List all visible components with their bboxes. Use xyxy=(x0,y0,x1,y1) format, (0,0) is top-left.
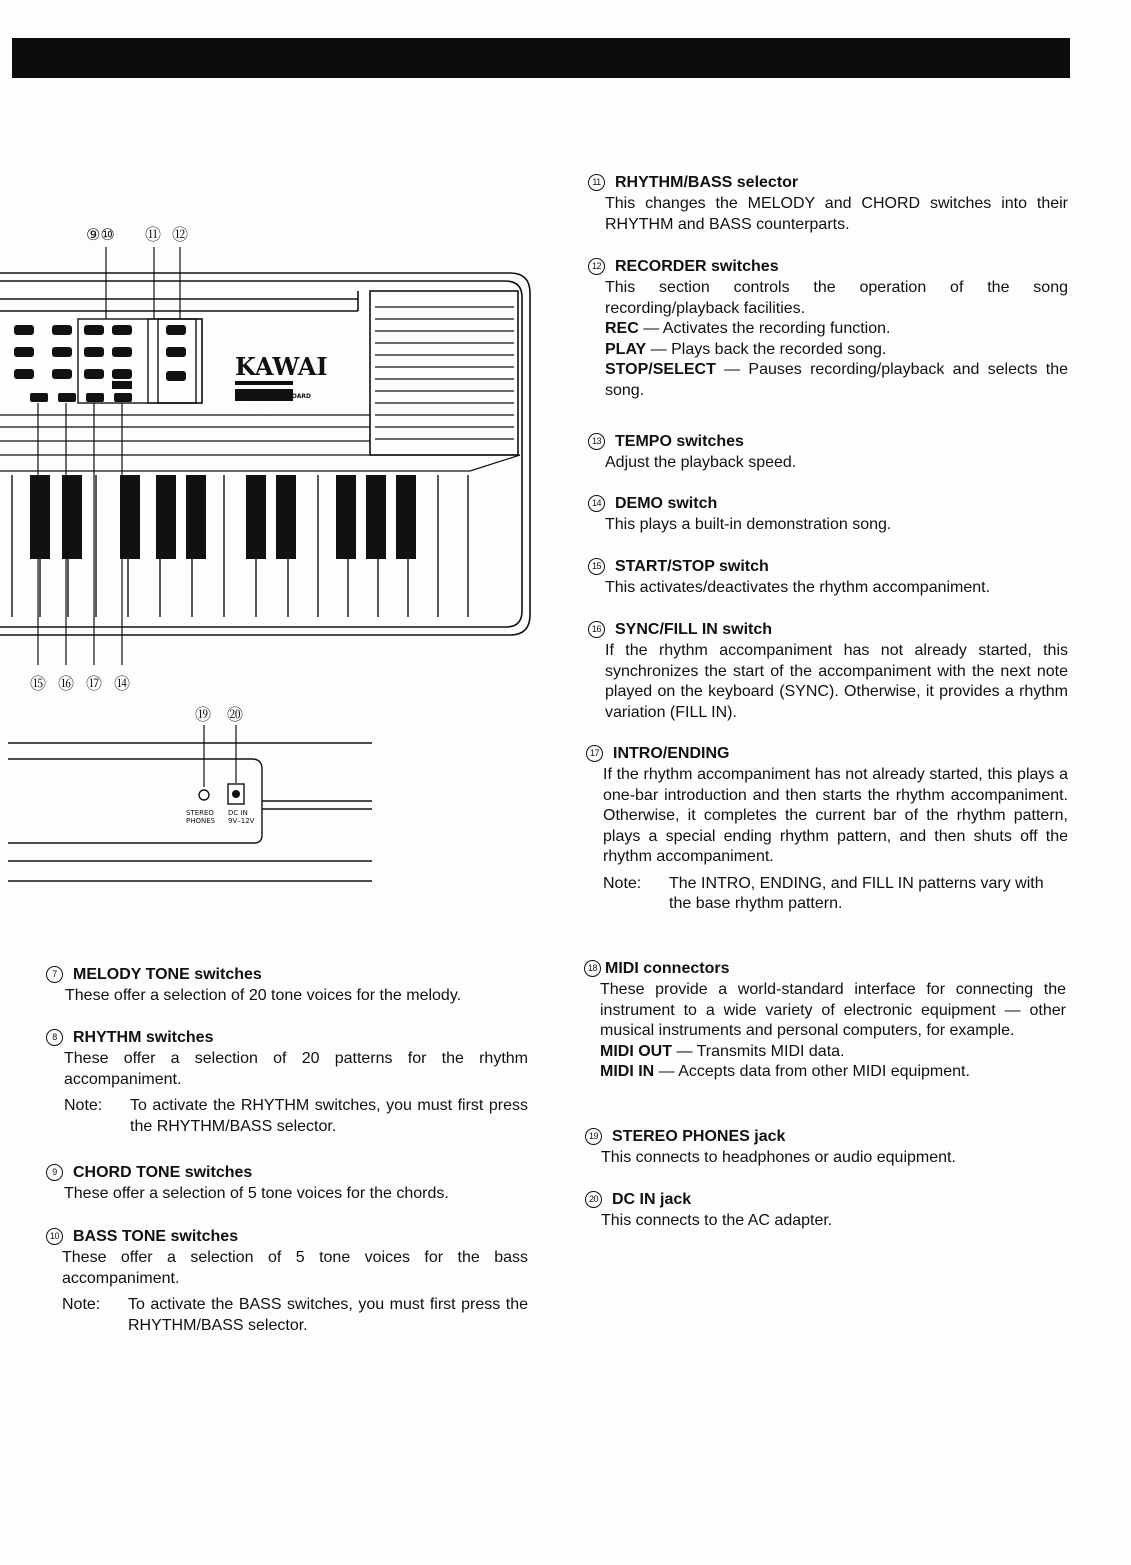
callout-9-10: ⑨⑩ xyxy=(86,225,115,244)
section-recorder-switches xyxy=(588,256,1068,401)
number-badge: 19 xyxy=(585,1128,602,1145)
number-badge: 7 xyxy=(46,966,63,983)
section-body: This activates/deactivates the rhythm accompaniment. xyxy=(605,579,991,596)
number-badge: 11 xyxy=(588,174,605,191)
number-badge: 15 xyxy=(588,558,605,575)
section-title: INTRO/ENDING xyxy=(613,745,730,762)
section-title: DC IN jack xyxy=(612,1191,692,1208)
term-play: PLAY — Plays back the recorded song. xyxy=(605,340,887,358)
section-title: MELODY TONE switches xyxy=(73,966,262,983)
section-dc-in-jack xyxy=(585,1189,1067,1232)
section-sync-fill-in xyxy=(588,619,1068,723)
section-start-stop-switch xyxy=(588,556,1068,599)
section-body: These offer a selection of 5 tone voices for the chords. xyxy=(64,1185,449,1202)
section-bass-tone xyxy=(46,1226,528,1336)
number-badge: 12 xyxy=(588,258,605,275)
number-badge: 18 xyxy=(584,960,601,977)
section-title: RHYTHM switches xyxy=(73,1029,214,1046)
note-label: Note: xyxy=(64,1097,103,1114)
section-stereo-phones-jack xyxy=(585,1126,1067,1169)
section-melody-tone xyxy=(46,964,528,1007)
callout-16: ⑯ xyxy=(58,674,75,693)
callout-12: ⑫ xyxy=(172,225,189,244)
number-badge: 14 xyxy=(588,495,605,512)
keyboard-diagram xyxy=(0,215,560,895)
section-body: These provide a world-standard interface for connecting the instrument to a wide variety of electronic equipment — other musical instruments and personal computers, for example. xyxy=(600,981,1066,1039)
section-title: STEREO PHONES jack xyxy=(612,1128,786,1145)
section-chord-tone xyxy=(46,1162,528,1205)
header-bar xyxy=(12,38,1070,78)
callout-15: ⑮ xyxy=(30,674,47,693)
section-title: RHYTHM/BASS selector xyxy=(615,174,799,191)
section-body: These offer a selection of 20 patterns for the rhythm accompaniment. xyxy=(64,1050,528,1088)
section-body: These offer a selection of 5 tone voices for the bass accompaniment. xyxy=(62,1249,528,1287)
section-title: RECORDER switches xyxy=(615,258,779,275)
number-badge: 10 xyxy=(46,1228,63,1245)
term-rec: REC — Activates the recording function. xyxy=(605,320,891,337)
section-body: If the rhythm accompaniment has not already started, this synchronizes the start of the accompaniment with the next note played on the keyboard (SYNC). Otherwise, it provides a rhythm variation (FILL IN). xyxy=(605,642,1068,721)
note-text: To activate the RHYTHM switches, you must first press the RHYTHM/BASS selector. xyxy=(130,1097,528,1135)
keyboard-subtitle: PERSONAL KEYBOARD xyxy=(236,393,311,400)
section-title: TEMPO switches xyxy=(615,433,744,450)
section-rhythm-switches xyxy=(46,1027,528,1137)
callout-17: ⑰ xyxy=(86,674,103,693)
number-badge: 20 xyxy=(585,1191,602,1208)
section-body: This section controls the operation of the song recording/playback facilities. xyxy=(605,279,1068,317)
note-label: Note: xyxy=(62,1296,101,1313)
section-body: This changes the MELODY and CHORD switches into their RHYTHM and BASS counterparts. xyxy=(605,195,1068,233)
callout-14: ⑭ xyxy=(114,674,131,693)
brand-logo: KAWAI xyxy=(235,352,328,381)
note-label: Note: xyxy=(603,874,642,892)
section-body: This plays a built-in demonstration song. xyxy=(605,516,892,533)
section-body: If the rhythm accompaniment has not already started, this plays a one-bar introduction and then starts the rhythm accompaniment. Otherwise, it completes the current bar of the rhythm pattern, plays a special ending rhythm pattern, and then shuts off the rhythm accompaniment. xyxy=(603,766,1068,865)
callout-19: ⑲ xyxy=(195,705,212,724)
section-demo-switch xyxy=(588,493,1068,536)
term-stop-select: STOP/SELECT — Pauses recording/playback and selects the song. xyxy=(605,361,1068,399)
number-badge: 8 xyxy=(46,1029,63,1046)
term-midi-in: MIDI IN — Accepts data from other MIDI equipment. xyxy=(600,1063,970,1080)
callout-11: ⑪ xyxy=(145,225,162,244)
section-title: BASS TONE switches xyxy=(73,1228,239,1245)
number-badge: 9 xyxy=(46,1164,63,1181)
section-title: START/STOP switch xyxy=(615,558,769,575)
note-text: The INTRO, ENDING, and FILL IN patterns vary with the base rhythm pattern. xyxy=(669,874,1044,912)
section-intro-ending xyxy=(586,743,1068,915)
section-rhythm-bass-selector xyxy=(588,172,1068,235)
section-title: SYNC/FILL IN switch xyxy=(615,621,773,638)
section-tempo-switches xyxy=(588,431,1068,474)
keyboard-model: MK 40 xyxy=(240,404,272,414)
section-title: DEMO switch xyxy=(615,495,718,512)
stereo-jack-label: STEREO PHONES xyxy=(186,809,216,825)
section-body: Adjust the playback speed. xyxy=(605,454,797,471)
section-body: These offer a selection of 20 tone voices for the melody. xyxy=(65,987,462,1004)
section-title: CHORD TONE switches xyxy=(73,1164,253,1181)
dc-jack-label: DC IN 9V–12V xyxy=(228,809,255,825)
term-midi-out: MIDI OUT — Transmits MIDI data. xyxy=(600,1042,845,1060)
number-badge: 16 xyxy=(588,621,605,638)
callout-20: ⑳ xyxy=(227,705,244,724)
section-body: This connects to the AC adapter. xyxy=(601,1212,833,1229)
section-body: This connects to headphones or audio equipment. xyxy=(601,1149,956,1166)
note-text: To activate the BASS switches, you must first press the RHYTHM/BASS selector. xyxy=(128,1296,528,1334)
number-badge: 13 xyxy=(588,433,605,450)
section-midi-connectors xyxy=(584,958,1066,1083)
section-title: MIDI connectors xyxy=(605,960,730,977)
number-badge: 17 xyxy=(586,745,603,762)
